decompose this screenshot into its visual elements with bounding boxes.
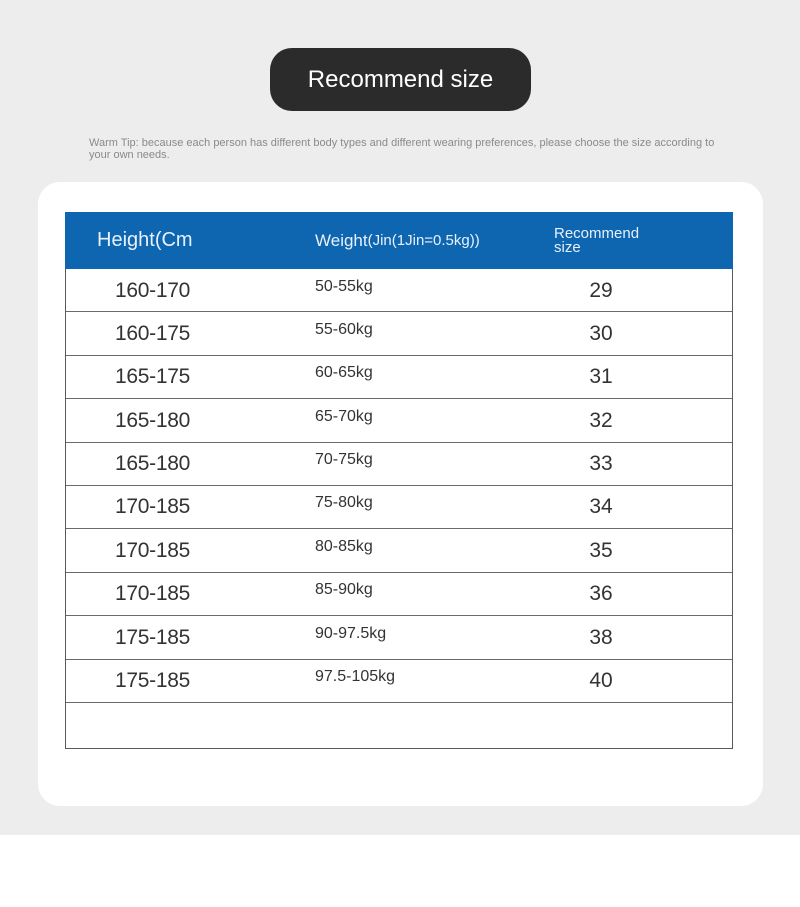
header-size-line1: Recommend <box>554 224 640 242</box>
height-cell: 165-175 <box>115 365 190 389</box>
size-cell: 34 <box>589 495 613 519</box>
table-header <box>65 212 733 269</box>
size-cell: 30 <box>589 321 613 345</box>
table-row <box>66 660 732 703</box>
height-cell: 160-175 <box>115 321 190 345</box>
height-cell: 170-185 <box>115 538 190 562</box>
size-cell: 38 <box>589 625 613 649</box>
weight-cell: 80-85kg <box>315 537 373 555</box>
size-cell: 33 <box>589 452 613 476</box>
table-row <box>66 356 732 399</box>
weight-cell: 65-70kg <box>315 407 373 425</box>
weight-cell: 75-80kg <box>315 494 373 512</box>
table-row <box>66 616 732 659</box>
warm-tip-text: Warm Tip: because each person has different body types and different wearing preferences, please choose the size according to your own needs. <box>89 137 715 161</box>
height-cell: 165-180 <box>115 408 190 432</box>
size-table <box>65 212 733 749</box>
header-weight-unit: (Jin(1Jin=0.5kg)) <box>367 232 480 249</box>
table-body <box>66 269 732 746</box>
table-row-empty <box>66 703 732 746</box>
height-cell: 170-185 <box>115 582 190 606</box>
height-cell: 175-185 <box>115 669 190 693</box>
weight-cell: 85-90kg <box>315 581 373 599</box>
height-cell: 165-180 <box>115 452 190 476</box>
page-title: Recommend size <box>270 48 531 111</box>
size-cell: 36 <box>589 582 613 606</box>
table-row <box>66 529 732 572</box>
header-weight-label: Weight <box>315 230 368 250</box>
size-cell: 31 <box>589 365 613 389</box>
weight-cell: 97.5-105kg <box>315 668 396 686</box>
weight-cell: 55-60kg <box>315 320 373 338</box>
header-weight <box>315 212 480 269</box>
weight-cell: 90-97.5kg <box>315 624 387 642</box>
table-row <box>66 312 732 355</box>
table-row <box>66 573 732 616</box>
header-height: Height(Cm <box>97 229 193 251</box>
size-cell: 35 <box>589 538 613 562</box>
height-cell: 175-185 <box>115 625 190 649</box>
size-cell: 32 <box>589 408 613 432</box>
height-cell: 160-170 <box>115 278 190 302</box>
header-size-line2: size <box>554 238 581 256</box>
table-row <box>66 269 732 312</box>
weight-cell: 50-55kg <box>315 277 373 295</box>
weight-cell: 70-75kg <box>315 451 373 469</box>
size-cell: 29 <box>589 278 613 302</box>
height-cell: 170-185 <box>115 495 190 519</box>
table-row <box>66 443 732 486</box>
table-row <box>66 399 732 442</box>
size-cell: 40 <box>589 669 613 693</box>
header-recommend-size <box>554 212 674 269</box>
table-row <box>66 486 732 529</box>
weight-cell: 60-65kg <box>315 364 373 382</box>
